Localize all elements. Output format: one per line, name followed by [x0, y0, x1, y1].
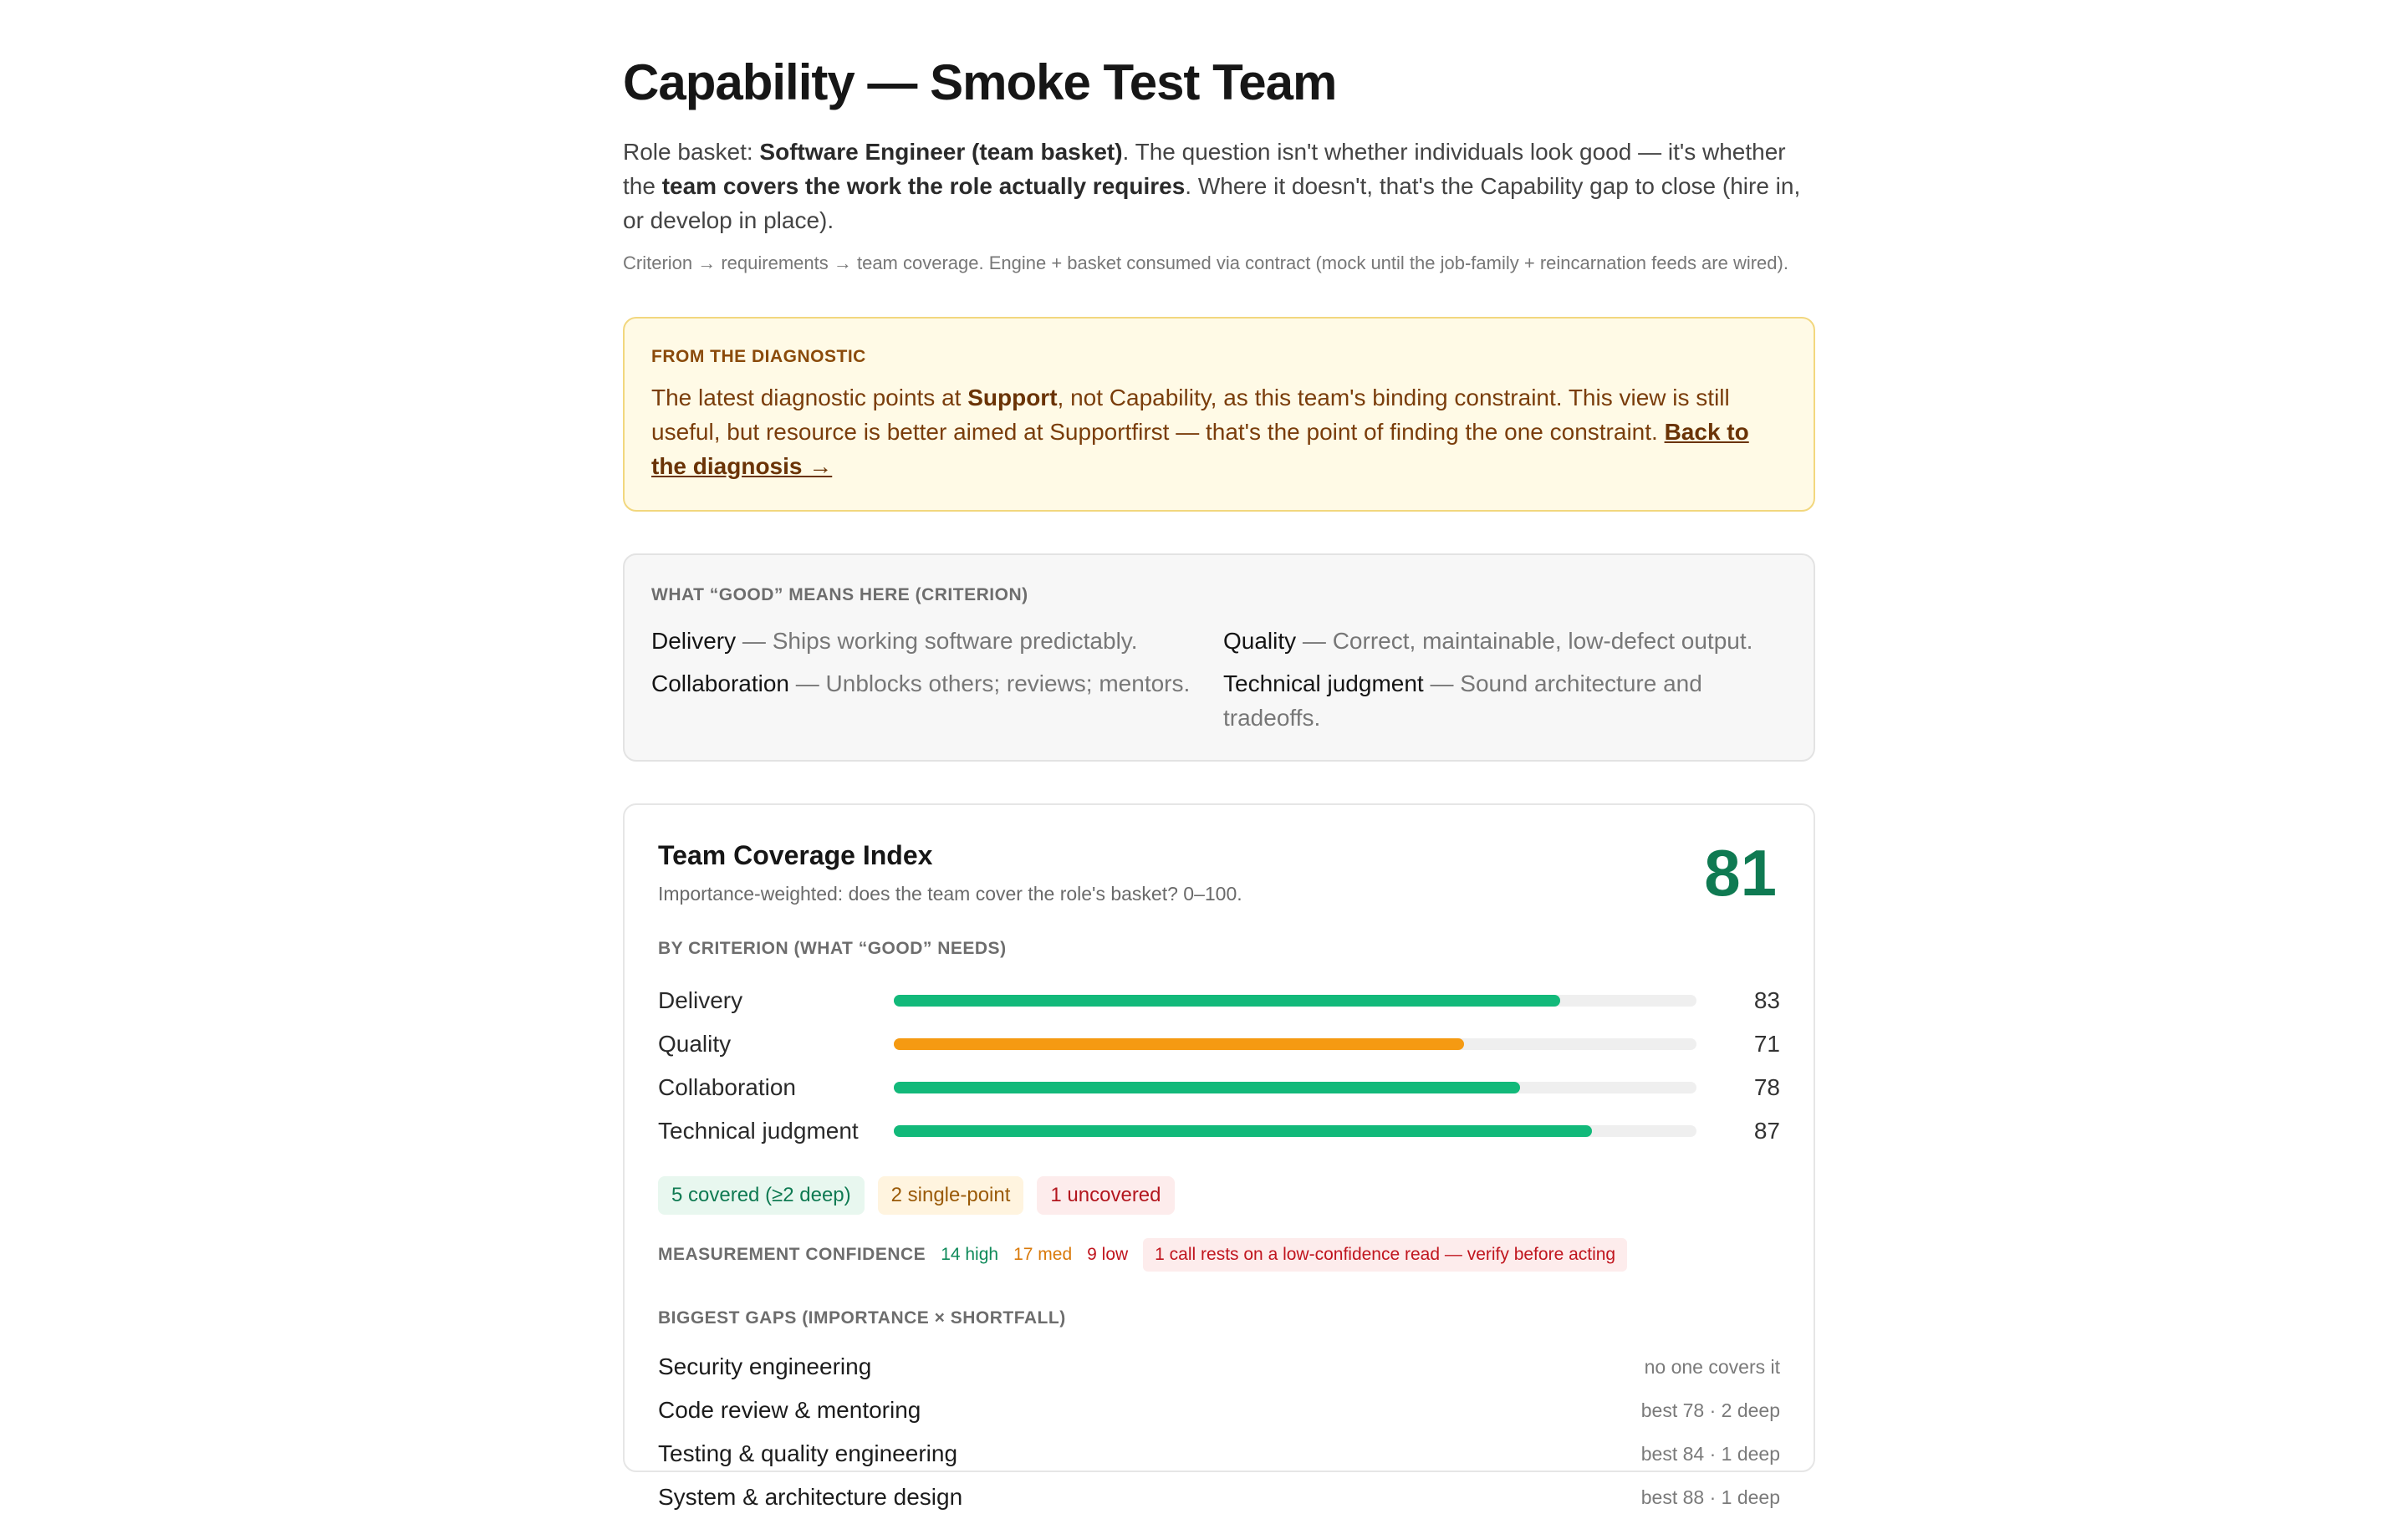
criterion-desc: — Unblocks others; reviews; mentors.: [789, 670, 1191, 696]
diagnostic-text-1: The latest diagnostic points at: [651, 385, 968, 410]
criterion-name: Technical judgment: [1223, 670, 1424, 696]
diagnostic-text: [651, 380, 1787, 483]
uncovered-badge: 1 uncovered: [1037, 1176, 1174, 1215]
by-criterion-heading: BY CRITERION (WHAT “GOOD” NEEDS): [658, 939, 1007, 958]
criterion-name: Collaboration: [651, 670, 789, 696]
binding-constraint: Support: [967, 385, 1058, 410]
criterion-desc: — Correct, maintainable, low-defect output.: [1296, 628, 1753, 654]
confidence-high: 14 high: [941, 1245, 999, 1264]
criterion-name: Delivery: [651, 628, 737, 654]
bar-value: 83: [1753, 987, 1780, 1013]
gap-row: [658, 1345, 1780, 1389]
criterion-grid: [651, 624, 1787, 735]
bar-fill: [894, 1125, 1592, 1137]
diagnostic-heading: FROM THE DIAGNOSTIC: [651, 347, 866, 366]
single-point-badge: 2 single-point: [878, 1176, 1024, 1215]
criterion-heading: WHAT “GOOD” MEANS HERE (CRITERION): [651, 585, 1028, 604]
bar-label: Technical judgment: [658, 1118, 859, 1144]
gaps-heading: BIGGEST GAPS (IMPORTANCE × SHORTFALL): [658, 1308, 1066, 1328]
role-basket-name: Software Engineer (team basket): [759, 139, 1123, 165]
gap-row: [658, 1389, 1780, 1432]
criterion-desc: — Sound architecture and tradeoffs.: [1223, 670, 1702, 731]
gap-name: Code review & mentoring: [658, 1397, 921, 1423]
criterion-item: [1223, 666, 1787, 735]
coverage-subtitle: Importance-weighted: does the team cover the role's basket? 0–100.: [658, 883, 1242, 905]
diagnostic-text-2: , not Capability, as this team's binding constraint. This view is still useful, but resource is better aimed at Supportfirst — that's the point of finding the one constraint.: [651, 385, 1730, 445]
coverage-title: Team Coverage Index: [658, 840, 933, 870]
covered-badge: 5 covered (≥2 deep): [658, 1176, 865, 1215]
bar-track: [894, 1038, 1696, 1050]
gap-name: Security engineering: [658, 1353, 872, 1379]
method-note: Criterion → requirements → team coverage. Engine + basket consumed via contract (mock until the job-family + reincarnation feeds are wired).: [623, 252, 1788, 273]
page-title: Capability — Smoke Test Team: [623, 54, 1337, 110]
gap-meta: best 88 · 1 deep: [1640, 1486, 1780, 1508]
bar-track: [894, 1082, 1696, 1093]
bar-row: [658, 979, 1780, 1022]
diagnostic-callout: [623, 317, 1815, 512]
criterion-bars: [658, 979, 1780, 1153]
gap-name: System & architecture design: [658, 1484, 963, 1510]
measurement-confidence: [658, 1238, 1780, 1272]
gap-name: Testing & quality engineering: [658, 1440, 958, 1466]
coverage-card: [623, 803, 1815, 1510]
criterion-item: [651, 624, 1223, 658]
bar-label: Collaboration: [658, 1074, 796, 1100]
bar-row: [658, 1109, 1780, 1153]
bar-value: 87: [1753, 1118, 1780, 1144]
intro-text-1: Role basket:: [623, 139, 760, 165]
intro-emphasis: team covers the work the role actually requires: [661, 173, 1186, 199]
gaps-list: [658, 1345, 1780, 1519]
gap-row: [658, 1432, 1780, 1476]
coverage-score: 81: [1704, 836, 1777, 910]
bar-value: 71: [1753, 1031, 1780, 1057]
bar-value: 78: [1753, 1074, 1780, 1100]
criterion-item: [1223, 624, 1787, 658]
bar-fill: [894, 995, 1560, 1007]
criterion-desc: — Ships working software predictably.: [736, 628, 1138, 654]
gap-meta: no one covers it: [1644, 1355, 1780, 1378]
gap-row: [658, 1476, 1780, 1519]
confidence-med: 17 med: [1013, 1245, 1073, 1264]
low-confidence-warning: 1 call rests on a low-confidence read — verify before acting: [1143, 1238, 1627, 1272]
intro-text-2: . The question isn't whether individuals look good — it's whether the: [623, 139, 1786, 199]
bar-fill: [894, 1082, 1520, 1093]
gap-meta: best 78 · 2 deep: [1640, 1399, 1780, 1421]
bar-label: Quality: [658, 1031, 732, 1057]
confidence-low: 9 low: [1087, 1245, 1129, 1264]
bar-row: [658, 1066, 1780, 1109]
bar-fill: [894, 1038, 1464, 1050]
criterion-panel: [623, 553, 1815, 762]
bar-track: [894, 1125, 1696, 1137]
bar-label: Delivery: [658, 987, 743, 1013]
criterion-name: Quality: [1223, 628, 1297, 654]
coverage-pills: [658, 1176, 1780, 1215]
confidence-label: MEASUREMENT CONFIDENCE: [658, 1245, 926, 1264]
criterion-item: [651, 666, 1223, 735]
bar-row: [658, 1022, 1780, 1066]
bar-track: [894, 995, 1696, 1007]
intro-text-3: . Where it doesn't, that's the Capability gap to close (hire in, or develop in place).: [623, 173, 1801, 233]
capability-page: [623, 46, 1815, 1510]
back-to-diagnosis-link[interactable]: Back to the diagnosis →: [651, 419, 1749, 479]
intro-paragraph: [623, 135, 1815, 237]
gap-meta: best 84 · 1 deep: [1640, 1442, 1780, 1465]
